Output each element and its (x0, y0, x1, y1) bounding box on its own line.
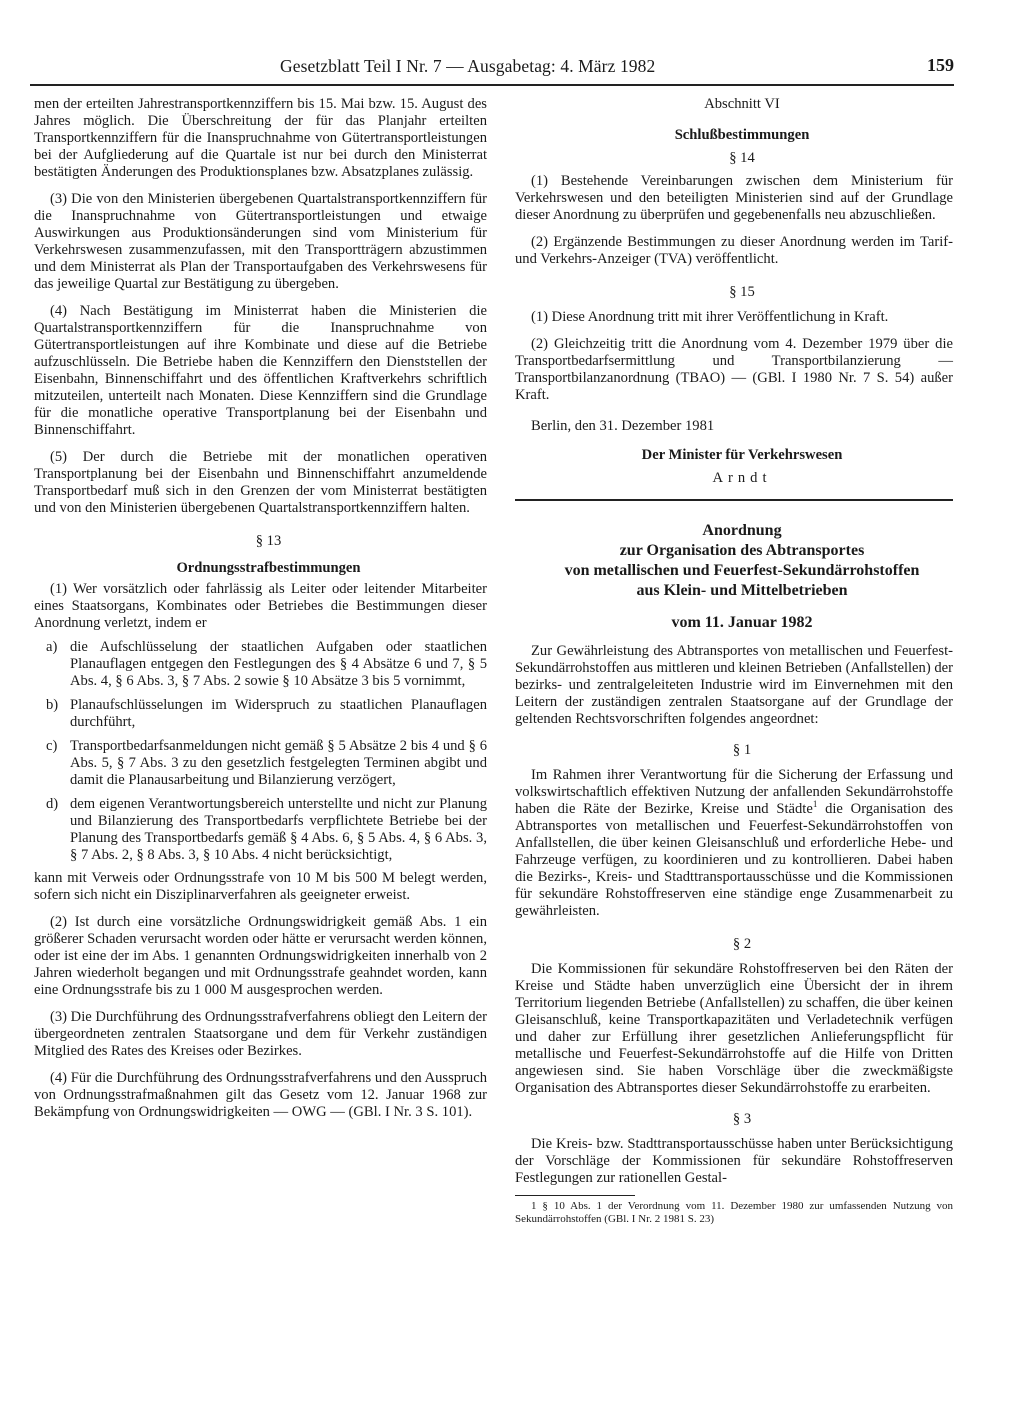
header-rule (30, 84, 954, 86)
paragraph-3: (3) Die von den Ministerien übergebenen Quartalstransportkennziffern für die Inanspruchnahme von Gütertransportleistungen und etwaige Auswirkungen aus Produktionsänderungen sind vom Ministerium für Verkehrswesen zusammenzufassen, mit den Transportträgern abzustimmen und dem Ministerrat als Plan der Transportaufgaben des Verkehrswesens für das jeweilige Quartal zur Bestätigung zu übergeben. (34, 191, 487, 292)
section-2-paragraph: Die Kommissionen für sekundäre Rohstoffreserven bei den Räten der Kreise und Städte haben unverzüglich eine Übersicht der in ihrem Territorium liegenden Betriebe (Anfallstellen) zu schaffen, die über keinen Gleisanschluß, keine Transportkapazitäten und Verladetechnik verfügen und daher zur Erfüllung ihrer gesetzlichen Anlieferungspflicht für metallische und Feuerfest-Sekundärrohstoffe auf die Hilfe von Dritten angewiesen sind. Sie haben Vorschläge über die zweckmäßigste Organisation des Abtransportes dieser Sekundärrohstoffe zu erarbeiten. (515, 961, 953, 1096)
header-title: Gesetzblatt Teil I Nr. 7 — Ausgabetag: 4. März 1982 (280, 56, 656, 76)
list-text: die Aufschlüsselung der staatlichen Aufgaben oder staatlichen Planauflagen entgegen den Festlegungen des § 4 Absätze 6 und 7, § 5 Abs. 4, § 6 Abs. 3, § 7 Abs. 2 sowie § 10 Absätze 3 bis 5 vornimmt, (70, 639, 487, 689)
footnote-ref: 1 (812, 799, 818, 810)
right-column (515, 96, 953, 1226)
abschnitt-title: Schlußbestimmungen (674, 127, 810, 143)
section-1-text-b: die Organisation des Abtransportes von metallischen und Feuerfest-Sekundärrohstoffen von Anfallstellen, die über keinen Gleisanschluß und erforderliche Hebe- und Fahrzeuge verfügen, zu koordinieren und zu kontrollieren. Dabei haben die Bezirks-, Kreis- und Stadttransportausschüsse und die Kommissionen für sekundäre Rohstoffreserven eine ständige enge Zusammenarbeit zu gewährleisten. (515, 801, 953, 919)
place-date: Berlin, den 31. Dezember 1981 (531, 418, 715, 434)
section-13-paragraph-4: (4) Für die Durchführung des Ordnungsstrafverfahrens und den Ausspruch von Ordnungsstrafmaßnahmen gilt das Gesetz vom 12. Januar 1968 zur Bekämpfung von Ordnungswidrigkeiten — OWG — (GBl. I Nr. 3 S. 101). (34, 1070, 487, 1120)
section-15-paragraph-2: (2) Gleichzeitig tritt die Anordnung vom 4. Dezember 1979 über die Transportbedarfsermittlung und Transportbilanzierung — Transportbilanzanordnung (TBAO) — (GBl. I 1980 Nr. 7 S. 54) außer Kraft. (515, 336, 953, 403)
document-date: vom 11. Januar 1982 (671, 614, 813, 631)
section-3-paragraph: Die Kreis- bzw. Stadttransportausschüsse haben unter Berücksichtigung der Vorschläge der Kommissionen für sekundäre Rohstoffreserven Festlegungen zur rationellen Gestal- (515, 1136, 953, 1186)
list-label: b) (46, 697, 59, 713)
document-title-line-2: zur Organisation des Abtransportes (619, 542, 865, 559)
section-1-heading: § 1 (732, 742, 752, 758)
list-label: a) (46, 639, 58, 655)
section-1-text-a: Im Rahmen ihrer Verantwortung für die Sicherung der Erfassung und volkswirtschaftlich effektiven Nutzung der anfallenden Sekundärrohstoffe haben die Räte der Bezirke, Kreise und Städte (515, 767, 953, 817)
list-item-a (34, 639, 487, 690)
section-15-paragraph-1: (1) Diese Anordnung tritt mit ihrer Veröffentlichung in Kraft. (531, 309, 889, 325)
list-text: Planaufschlüsselungen im Widerspruch zu staatlichen Planauflagen durchführt, (70, 697, 487, 730)
section-13-paragraph-1-end: kann mit Verweis oder Ordnungsstrafe von 10 M bis 500 M belegt werden, sofern sich nicht ein Disziplinarverfahren als geeigneter erweist. (34, 870, 487, 903)
section-14-paragraph-2: (2) Ergänzende Bestimmungen zu dieser Anordnung werden im Tarif- und Verkehrs-Anzeiger (TVA) veröffentlicht. (515, 234, 953, 267)
section-13-title: Ordnungsstrafbestimmungen (176, 560, 361, 576)
list-label: c) (46, 738, 58, 754)
section-2-heading: § 2 (732, 936, 752, 952)
page-number: 159 (927, 55, 954, 75)
section-13-paragraph-1: (1) Wer vorsätzlich oder fahrlässig als Leiter oder leitender Mitarbeiter eines Staatsorgans, Kombinates oder Betriebes die Bestimmungen dieser Anordnung verletzt, indem er (34, 581, 487, 631)
section-13-heading: § 13 (255, 533, 282, 549)
left-column (34, 96, 487, 1121)
paragraph-4: (4) Nach Bestätigung im Ministerrat haben die Ministerien die Quartalstransportkennziffern für die Inanspruchnahme von Gütertransportleistungen auf ihre Kombinate und diese auf die Betriebe aufzuschlüsseln. Die Betriebe haben die Kennziffern den Dienststellen der Eisenbahn, Binnenschiffahrt und des öffentlichen Kraftverkehrs schriftlich mitzuteilen, unterteilt nach Monaten. Diese Kennziffern sind die Grundlage für die monatliche operative Transportplanung bei der Eisenbahn und Binnenschiffahrt. (34, 303, 487, 438)
section-15-heading: § 15 (729, 284, 755, 300)
section-14-paragraph-1: (1) Bestehende Vereinbarungen zwischen dem Ministerium für Verkehrswesen und den beteiligten Ministerien sind auf der Grundlage dieser Anordnung zu überprüfen und gegebenenfalls neu abzuschließen. (515, 173, 953, 223)
list-item-b (34, 697, 487, 731)
section-13-paragraph-3: (3) Die Durchführung des Ordnungsstrafverfahrens obliegt den Leitern der übergeordneten zentralen Staatsorgane und dem für Verkehr zuständigen Mitglied des Rates des Kreises oder Bezirkes. (34, 1009, 487, 1059)
section-divider (515, 499, 953, 501)
page-header (30, 52, 954, 82)
signer-name: Arndt (712, 470, 772, 486)
preamble: Zur Gewährleistung des Abtransportes von metallischen und Feuerfest-Sekundärrohstoffen aus mittleren und kleinen Betrieben (Anfallstellen) der bezirks- und zentralgeleiteten Industrie wird im Einvernehmen mit den Leitern der zuständigen zentralen Staatsorgane auf der Grundlage der geltenden Rechtsvorschriften folgendes angeordnet: (515, 643, 953, 727)
signer-title: Der Minister für Verkehrswesen (641, 447, 843, 463)
section-14-heading: § 14 (729, 150, 755, 166)
document-title-line-1: Anordnung (702, 522, 782, 539)
list-label: d) (46, 796, 59, 812)
list-text: Transportbedarfsanmeldungen nicht gemäß § 5 Absätze 2 bis 4 und § 6 Abs. 5, § 7 Abs. 3 zu den gesetzlich festgelegten Terminen abgibt und damit die Planausarbeitung und Bilanzierung verzögert, (70, 738, 487, 788)
section-1-paragraph (515, 767, 953, 920)
list-text: dem eigenen Verantwortungsbereich unterstellte und nicht zur Planung und Bilanzierung des Transportbedarfs verpflichtete Betriebe bei der Planung des Transportbedarfs gemäß § 4 Abs. 6, § 5 Abs. 4, § 6 Abs. 3, § 7 Abs. 2, § 8 Abs. 3, § 10 Abs. 4 nicht berücksichtigt, (70, 796, 487, 863)
paragraph-5: (5) Der durch die Betriebe mit der monatlichen operativen Transportplanung bei der Eisenbahn und Binnenschiffahrt anzumeldende Transportbedarf muß sich in den Grenzen der vom Ministerrat bestätigten und von den Ministerien übergebenen Quartalstransportkennziffern halten. (34, 449, 487, 516)
footnote: 1 § 10 Abs. 1 der Verordnung vom 11. Dezember 1980 zur umfassenden Nutzung von Sekundärrohstoffen (GBl. I Nr. 2 1981 S. 23) (515, 1200, 953, 1225)
section-3-heading: § 3 (732, 1111, 752, 1127)
abschnitt-heading: Abschnitt VI (704, 96, 780, 112)
section-13-paragraph-2: (2) Ist durch eine vorsätzliche Ordnungswidrigkeit gemäß Abs. 1 ein größerer Schaden verursacht worden oder hätte er verursacht werden können, oder ist eine der im Abs. 1 genannten Ordnungswidrigkeiten innerhalb von 2 Jahren wiederholt begangen und mit Ordnungsstrafe geahndet worden, kann eine Ordnungsstrafe bis zu 1 000 M ausgesprochen werden. (34, 914, 487, 998)
list-item-c (34, 738, 487, 789)
document-title-line-4: aus Klein- und Mittelbetrieben (636, 582, 848, 599)
footnote-rule (515, 1195, 635, 1196)
document-title-line-3: von metallischen und Feuerfest-Sekundärrohstoffen (564, 562, 920, 579)
paragraph-continuation: men der erteilten Jahrestransportkennziffern bis 15. Mai bzw. 15. August des Jahres möglich. Die Überschreitung der für das Planjahr erteilten Transportkennziffern für die Inanspruchnahme von Gütertransportleistungen bei der Aufgliederung auf die Quartale ist nur bei durch den Ministerrat bestätigten Änderungen des Produktionsplanes bzw. Absatzplanes zulässig. (34, 96, 487, 180)
list-item-d (34, 796, 487, 864)
